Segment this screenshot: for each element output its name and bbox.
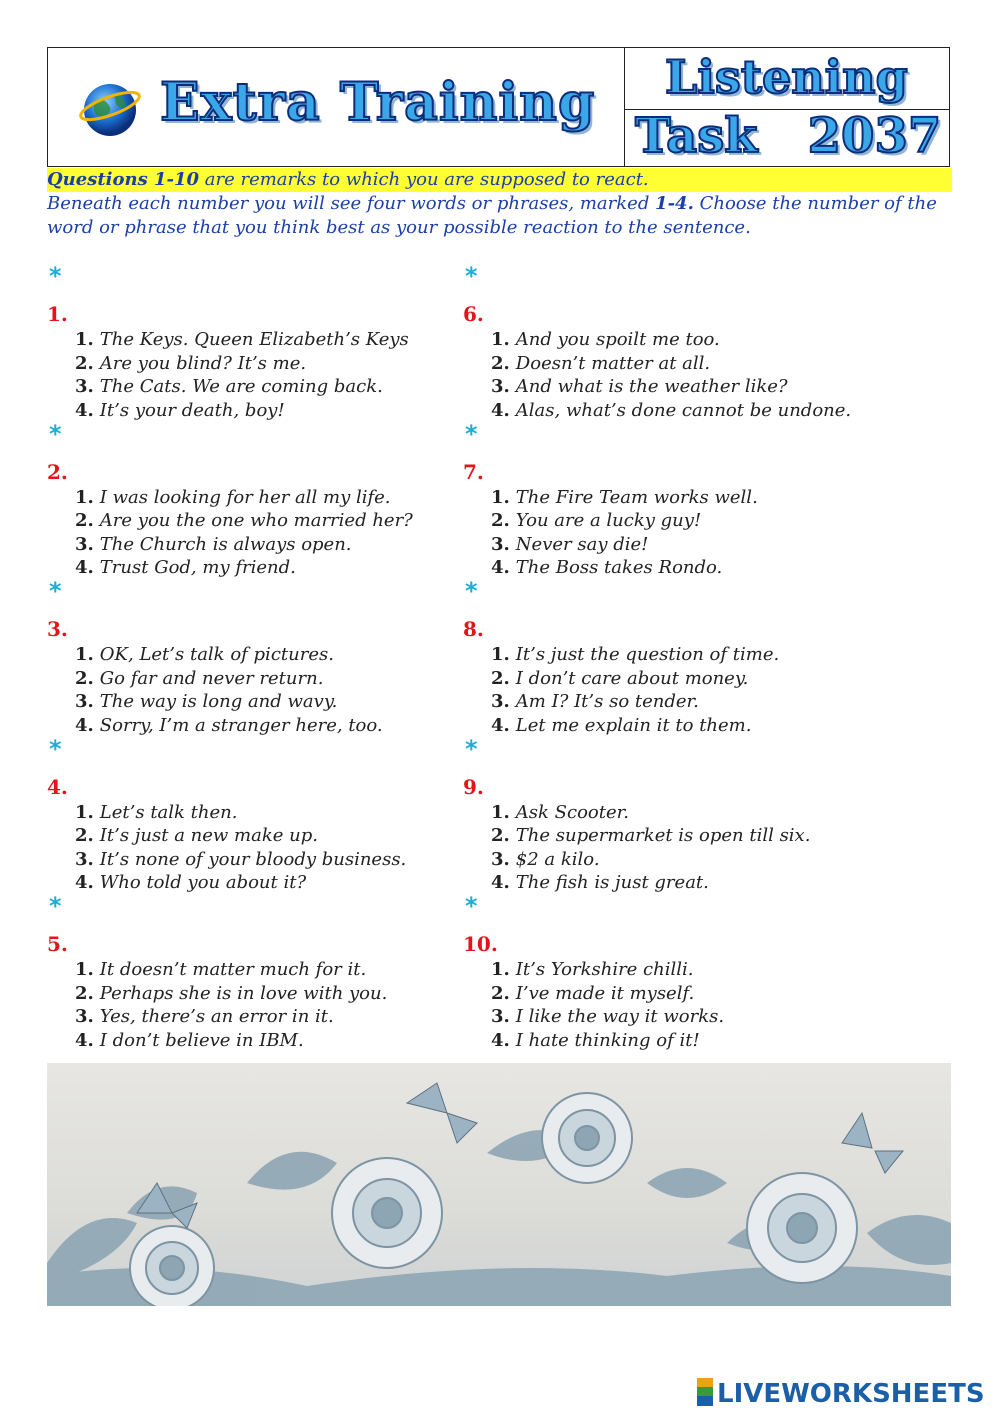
- option-text: It doesn’t matter much for it.: [99, 959, 367, 980]
- option-text: I don’t care about money.: [515, 667, 749, 689]
- option-text: I’ve made it myself.: [515, 982, 695, 1004]
- answer-option[interactable]: [47, 690, 467, 714]
- instructions: [47, 168, 957, 240]
- answer-option[interactable]: [463, 375, 883, 399]
- option-number: 2.: [491, 982, 510, 1004]
- listening-label: Listening: [665, 50, 908, 104]
- option-number: 3.: [75, 1006, 94, 1027]
- question-number: 10.: [463, 932, 498, 956]
- question-number: 3.: [47, 617, 68, 641]
- option-text: It’s none of your bloody business.: [99, 848, 407, 870]
- option-text: I like the way it works.: [515, 1006, 725, 1027]
- answer-option[interactable]: [463, 352, 883, 376]
- star-marker: *: [465, 577, 478, 605]
- answer-option[interactable]: [47, 667, 467, 691]
- option-number: 4.: [75, 714, 94, 736]
- option-number: 3.: [491, 533, 510, 555]
- answer-option[interactable]: [463, 982, 883, 1006]
- option-text: The Keys. Queen Elizabeth’s Keys: [99, 329, 409, 350]
- question-number: 2.: [47, 459, 68, 484]
- answer-option[interactable]: [463, 824, 883, 848]
- option-number: 3.: [75, 533, 94, 555]
- answer-option[interactable]: [463, 958, 883, 982]
- answer-option[interactable]: [463, 1029, 883, 1053]
- option-number: 2.: [75, 352, 94, 374]
- answer-option[interactable]: [463, 533, 883, 557]
- question-number: 7.: [463, 459, 484, 484]
- answer-option[interactable]: [463, 486, 883, 510]
- option-number: 2.: [491, 352, 510, 374]
- question-number: 1.: [47, 302, 68, 326]
- roses-illustration: [47, 1063, 951, 1306]
- answer-option[interactable]: [463, 509, 883, 533]
- option-text: The supermarket is open till six.: [515, 825, 811, 846]
- answer-option[interactable]: [463, 399, 883, 423]
- question-number: 5.: [47, 932, 68, 956]
- answer-option[interactable]: [463, 667, 883, 691]
- question-block: [47, 577, 467, 735]
- option-number: 2.: [491, 667, 510, 689]
- questions-column-right: [463, 262, 883, 1050]
- question-number: 9.: [463, 774, 484, 799]
- liveworksheets-logo: LIVEWORKSHEETS: [697, 1378, 985, 1409]
- option-number: 4.: [75, 399, 94, 421]
- answer-option[interactable]: [47, 556, 467, 580]
- option-text: Trust God, my friend.: [99, 557, 296, 578]
- option-text: Am I? It’s so tender.: [515, 691, 699, 712]
- option-number: 1.: [75, 959, 94, 980]
- option-text: And you spoilt me too.: [515, 329, 720, 350]
- option-text: It’s your death, boy!: [99, 399, 285, 421]
- question-block: [463, 420, 883, 578]
- answer-option[interactable]: [47, 486, 467, 510]
- option-number: 1.: [491, 329, 510, 350]
- answer-option[interactable]: [463, 714, 883, 738]
- question-block: [47, 892, 467, 1050]
- answer-option[interactable]: [47, 375, 467, 399]
- star-marker: *: [49, 734, 62, 763]
- decorative-roses-image: [47, 1063, 951, 1306]
- option-number: 3.: [491, 1006, 510, 1027]
- option-text: It’s just the question of time.: [515, 644, 780, 665]
- option-text: Ask Scooter.: [515, 801, 629, 823]
- option-text: The Church is always open.: [99, 533, 352, 555]
- option-number: 4.: [75, 557, 94, 578]
- option-text: I was looking for her all my life.: [99, 486, 391, 508]
- answer-option[interactable]: [47, 1029, 467, 1053]
- option-number: 3.: [491, 376, 510, 397]
- option-text: Alas, what’s done cannot be undone.: [515, 399, 852, 421]
- option-text: The Fire Team works well.: [515, 486, 758, 508]
- option-text: Never say die!: [515, 533, 649, 555]
- option-text: $2 a kilo.: [515, 848, 600, 870]
- answer-option[interactable]: [463, 801, 883, 825]
- option-text: Doesn’t matter at all.: [515, 352, 711, 374]
- option-number: 1.: [491, 644, 510, 665]
- option-text: Go far and never return.: [99, 667, 324, 689]
- option-number: 2.: [491, 825, 510, 846]
- option-text: Are you blind? It’s me.: [99, 352, 307, 374]
- option-number: 1.: [75, 486, 94, 508]
- star-marker: *: [49, 892, 62, 920]
- option-number: 1.: [75, 329, 94, 350]
- option-text: Sorry, I’m a stranger here, too.: [99, 714, 383, 736]
- worksheet-title: Extra Training: [160, 72, 596, 133]
- answer-option[interactable]: [463, 556, 883, 580]
- globe-icon: [78, 76, 142, 140]
- option-number: 3.: [491, 848, 510, 870]
- option-number: 2.: [491, 510, 510, 531]
- option-text: Are you the one who married her?: [99, 510, 413, 531]
- answer-option[interactable]: [463, 848, 883, 872]
- answer-option[interactable]: [463, 1005, 883, 1029]
- answer-option[interactable]: [47, 801, 467, 825]
- option-text: The fish is just great.: [515, 872, 709, 893]
- answer-option[interactable]: [47, 824, 467, 848]
- option-number: 2.: [75, 667, 94, 689]
- option-number: 4.: [491, 714, 510, 736]
- option-text: Let’s talk then.: [99, 801, 238, 823]
- option-number: 2.: [75, 510, 94, 531]
- questions-range: Questions 1-10: [47, 169, 200, 190]
- header-title-cell: [48, 48, 625, 166]
- answer-option[interactable]: [47, 399, 467, 423]
- star-marker: *: [49, 262, 62, 290]
- question-block: [47, 262, 467, 420]
- question-block: [463, 892, 883, 1050]
- option-text: Perhaps she is in love with you.: [99, 982, 388, 1004]
- answer-option[interactable]: [47, 871, 467, 895]
- answer-option[interactable]: [463, 871, 883, 895]
- option-text: The Boss takes Rondo.: [515, 557, 723, 578]
- option-number: 4.: [491, 872, 510, 893]
- question-block: [47, 420, 467, 578]
- question-block: [463, 577, 883, 735]
- option-number: 4.: [75, 872, 94, 893]
- option-number: 1.: [491, 959, 510, 980]
- option-text: Let me explain it to them.: [515, 714, 752, 736]
- option-number: 3.: [75, 691, 94, 712]
- option-text: Yes, there’s an error in it.: [99, 1006, 334, 1027]
- answer-option[interactable]: [463, 690, 883, 714]
- option-text: I hate thinking of it!: [515, 1029, 700, 1051]
- question-number: 4.: [47, 774, 68, 799]
- instructions-line-2: Beneath each number you will see four words or phrases, marked 1-4. Choose the number of the word or phrase that you think best as your possible reaction to the sentence.: [47, 193, 937, 238]
- option-number: 3.: [75, 376, 94, 397]
- question-number: 6.: [463, 302, 484, 326]
- answer-option[interactable]: [47, 352, 467, 376]
- option-number: 3.: [75, 848, 94, 870]
- star-marker: *: [465, 262, 478, 290]
- star-marker: *: [465, 892, 478, 920]
- option-number: 1.: [75, 801, 94, 823]
- answer-option[interactable]: [47, 848, 467, 872]
- option-number: 2.: [75, 982, 94, 1004]
- option-number: 4.: [75, 1029, 94, 1051]
- option-number: 2.: [75, 825, 94, 846]
- answer-option[interactable]: [47, 714, 467, 738]
- option-number: 3.: [491, 691, 510, 712]
- option-text: The way is long and wavy.: [99, 691, 338, 712]
- option-text: And what is the weather like?: [515, 376, 788, 397]
- option-number: 1.: [491, 801, 510, 823]
- star-marker: *: [49, 577, 62, 605]
- option-text: It’s just a new make up.: [99, 825, 318, 846]
- instructions-line-1: Questions 1-10 are remarks to which you are supposed to react.: [47, 168, 952, 192]
- answer-option[interactable]: [47, 1005, 467, 1029]
- answer-option[interactable]: [47, 643, 467, 667]
- star-marker: *: [465, 734, 478, 763]
- question-block: [47, 735, 467, 893]
- option-text: It’s Yorkshire chilli.: [515, 959, 694, 980]
- star-marker: *: [465, 419, 478, 448]
- worksheet-header: [47, 47, 950, 167]
- answer-option[interactable]: [47, 958, 467, 982]
- header-listening-cell: [625, 48, 950, 110]
- option-text: You are a lucky guy!: [515, 510, 702, 531]
- answer-option[interactable]: [463, 643, 883, 667]
- liveworksheets-logo-icon: [697, 1378, 713, 1406]
- task-number-label: Task 2037: [635, 108, 942, 164]
- answer-option[interactable]: [463, 328, 883, 352]
- question-block: [463, 735, 883, 893]
- option-text: OK, Let’s talk of pictures.: [99, 644, 334, 665]
- option-number: 1.: [75, 644, 94, 665]
- answer-option[interactable]: [47, 509, 467, 533]
- option-number: 4.: [491, 557, 510, 578]
- option-number: 1.: [491, 486, 510, 508]
- option-text: The Cats. We are coming back.: [99, 376, 383, 397]
- header-task-cell: [625, 110, 950, 166]
- option-number: 4.: [491, 399, 510, 421]
- option-text: Who told you about it?: [99, 872, 307, 893]
- star-marker: *: [49, 419, 62, 448]
- questions-column-left: [47, 262, 467, 1050]
- answer-option[interactable]: [47, 533, 467, 557]
- answer-option[interactable]: [47, 328, 467, 352]
- question-number: 8.: [463, 617, 484, 641]
- option-text: I don’t believe in IBM.: [99, 1029, 304, 1051]
- question-block: [463, 262, 883, 420]
- option-number: 4.: [491, 1029, 510, 1051]
- answer-option[interactable]: [47, 982, 467, 1006]
